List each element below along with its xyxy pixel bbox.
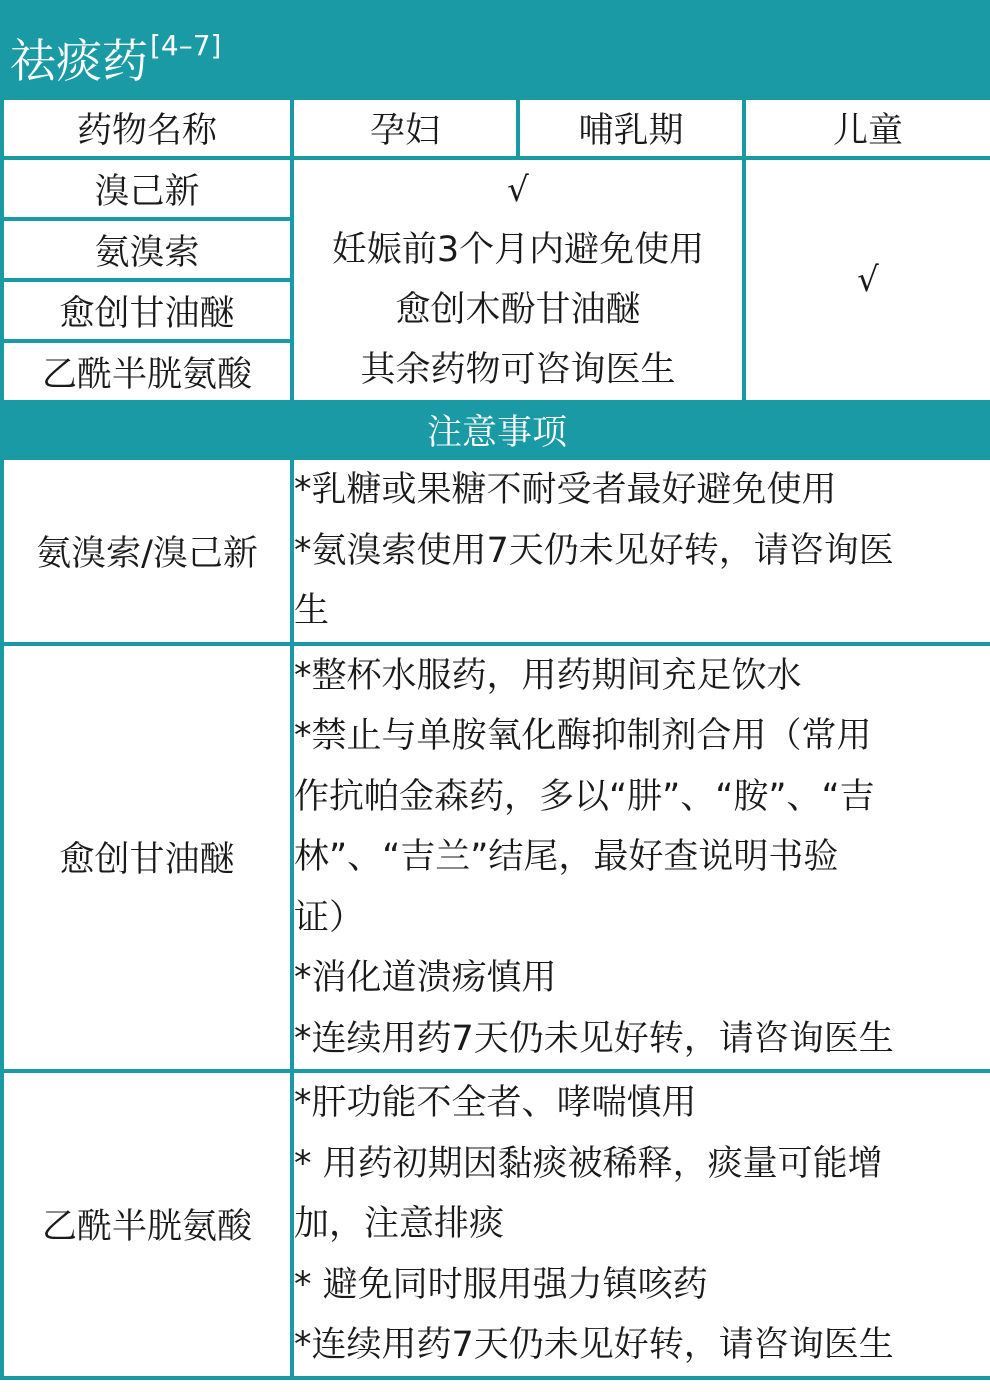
page-title: [10, 29, 222, 88]
pregnancy-note: 愈创木酚甘油醚: [395, 290, 641, 330]
children-check-mark: √: [857, 260, 879, 300]
notes-drug-name: 乙酰半胱氨酸: [2, 1071, 292, 1378]
note-line: *氨溴索使用7天仍未见好转，请咨询医: [294, 530, 894, 571]
drug-name: 乙酰半胱氨酸: [2, 341, 292, 402]
note-line: *禁止与单胺氧化酶抑制剂合用（常用: [294, 716, 872, 756]
note-line: *整杯水服药，用药期间充足饮水: [294, 655, 802, 696]
notes-section-title: 注意事项: [2, 402, 990, 458]
children-cell: [744, 158, 990, 402]
notes-row: [2, 644, 990, 1072]
notes-row: [2, 458, 990, 644]
note-line: * 避免同时服用强力镇咳药: [294, 1264, 708, 1305]
note-line: 加，注意排痰: [294, 1204, 505, 1244]
reference-mark: [4–7]: [150, 29, 222, 62]
drug-name: 溴己新: [2, 158, 292, 219]
header-pregnancy: 孕妇: [292, 98, 518, 158]
notes-row: [2, 1071, 990, 1378]
note-line: *乳糖或果糖不耐受者最好避免使用: [294, 470, 837, 510]
drug-table: [0, 96, 990, 1380]
notes-content: [292, 458, 990, 644]
note-line: *连续用药7天仍未见好转，请咨询医生: [294, 1018, 894, 1059]
note-line: *连续用药7天仍未见好转，请咨询医生: [294, 1325, 894, 1365]
note-line: *肝功能不全者、哮喘慎用: [294, 1083, 697, 1123]
header-lactation: 哺乳期: [518, 98, 744, 158]
note-line: 证）: [294, 897, 365, 938]
pregnancy-note: 妊娠前3个月内避免使用: [331, 230, 705, 270]
drug-row: [2, 158, 990, 219]
pregnancy-lactation-cell: [292, 158, 744, 402]
notes-section-header: [2, 402, 990, 458]
note-line: 作抗帕金森药，多以“肼”、“胺”、“吉: [294, 776, 875, 817]
drug-name: 愈创甘油醚: [2, 280, 292, 341]
notes-drug-name: 愈创甘油醚: [2, 644, 292, 1072]
notes-content: [292, 644, 990, 1072]
title-bar: [0, 0, 990, 96]
title-text: 祛痰药: [10, 34, 148, 88]
note-line: 生: [294, 591, 330, 631]
drug-name: 氨溴索: [2, 219, 292, 280]
pregnancy-check-mark: √: [507, 170, 529, 210]
note-line: * 用药初期因黏痰被稀释，痰量可能增: [294, 1143, 883, 1184]
header-row: [2, 98, 990, 158]
notes-drug-name: 氨溴索/溴己新: [2, 458, 292, 644]
header-children: 儿童: [744, 98, 990, 158]
pregnancy-note: 其余药物可咨询医生: [360, 350, 676, 390]
header-drug-name: 药物名称: [2, 98, 292, 158]
note-line: 林”、“吉兰”结尾，最好查说明书验: [294, 837, 839, 877]
notes-content: [292, 1071, 990, 1378]
note-line: *消化道溃疡慎用: [294, 958, 557, 998]
